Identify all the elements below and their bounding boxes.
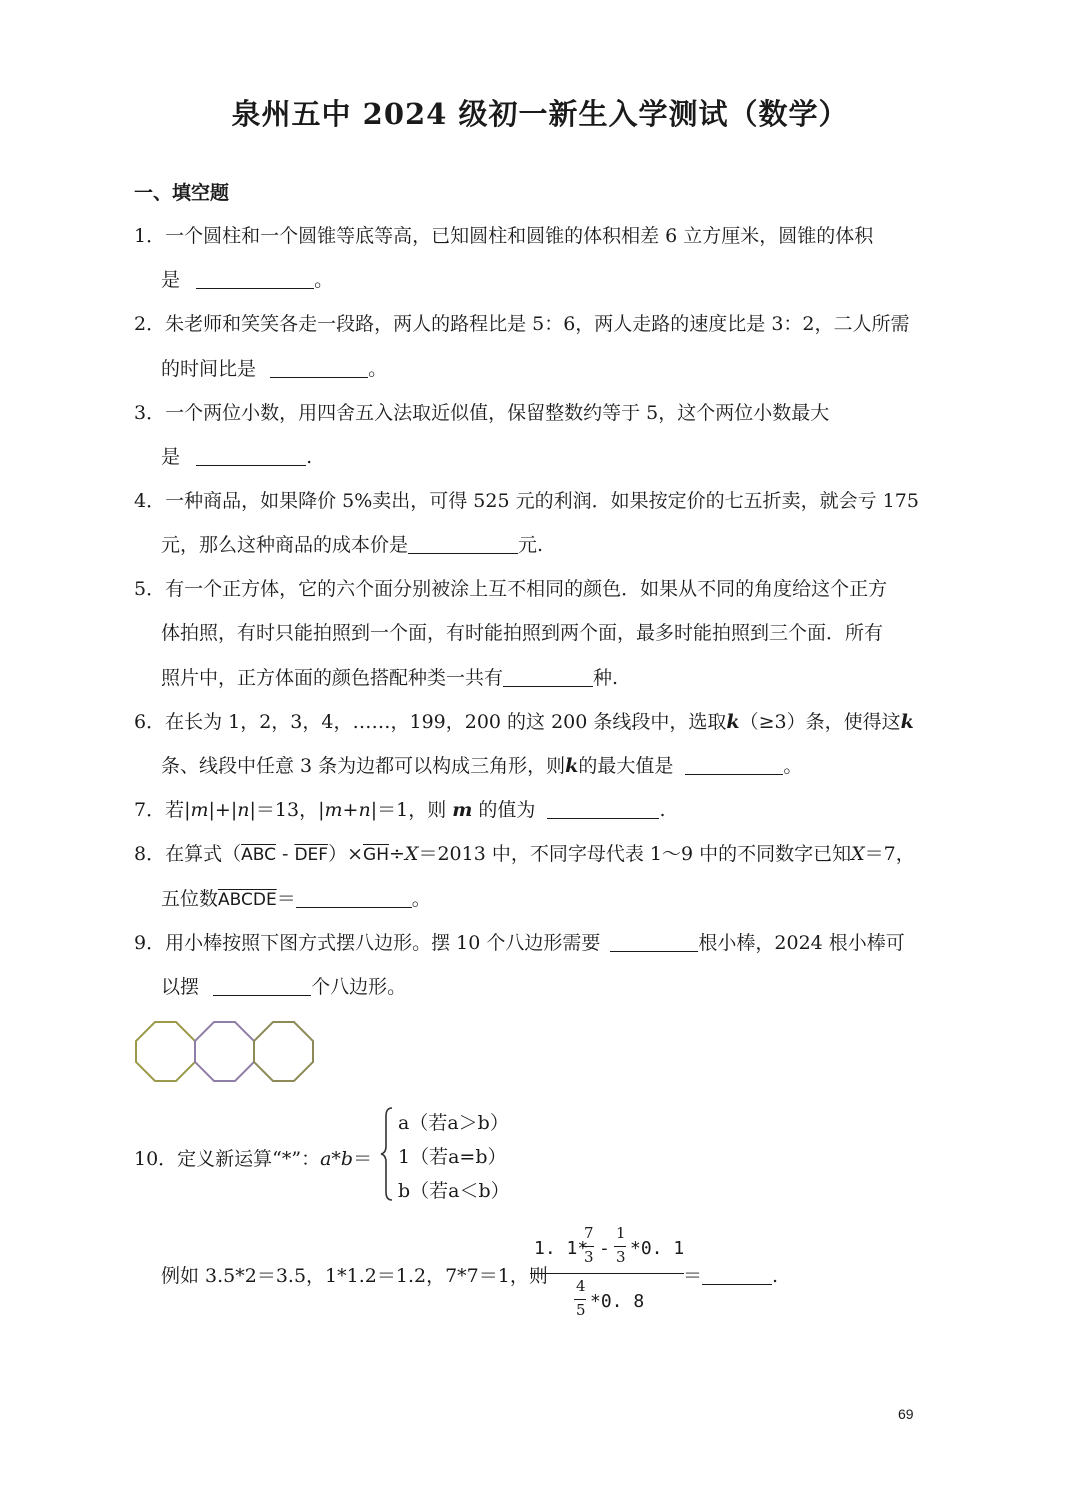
question-7 bbox=[134, 797, 666, 823]
q7-t5: |＝1，则 bbox=[370, 799, 447, 821]
octagon-2 bbox=[195, 1022, 254, 1081]
q8-def: $\overline{DEF}$ bbox=[294, 845, 329, 865]
answer-blank-3[interactable] bbox=[196, 445, 306, 466]
question-2-line-2 bbox=[161, 356, 387, 382]
question-9-line-2 bbox=[161, 974, 406, 1000]
answer-blank-6[interactable] bbox=[685, 754, 783, 775]
num-minus: - bbox=[599, 1238, 610, 1259]
q8-abcde: ABCDE bbox=[218, 890, 277, 910]
q8-t4: ＝2013 中，不同字母代表 1～9 中的不同数字已知 bbox=[418, 843, 852, 865]
question-8-line-2 bbox=[161, 886, 431, 913]
q2-text: 的时间比是 bbox=[161, 358, 257, 380]
q8-t6: 五位数 bbox=[161, 888, 219, 910]
q5-end: 种. bbox=[593, 667, 619, 689]
question-5-line-1: 5．有一个正方体，它的六个面分别被涂上互不相同的颜色．如果从不同的角度给这个正方 bbox=[134, 578, 888, 600]
q7-m-3: m bbox=[452, 799, 473, 821]
question-6-line-2 bbox=[161, 753, 802, 779]
answer-blank-9b[interactable] bbox=[213, 975, 311, 996]
q7-t1: 7．若| bbox=[134, 799, 191, 821]
q8-t2: ）× bbox=[328, 843, 364, 865]
den-5: 5 bbox=[576, 1301, 586, 1319]
q6-text-a: 6．在长为 1，2，3，4，……，199，200 的这 200 条线段中，选取 bbox=[134, 711, 727, 733]
q7-t3: |＝13，| bbox=[249, 799, 325, 821]
q7-n: n bbox=[237, 799, 250, 821]
q2-end: 。 bbox=[368, 358, 388, 380]
q7-m: m bbox=[190, 799, 209, 821]
q6-text-b: （≥3）条，使得这 bbox=[739, 711, 901, 733]
octagon-figure bbox=[134, 1020, 316, 1084]
octagon-1 bbox=[136, 1022, 195, 1081]
fraction-denominator bbox=[562, 1279, 682, 1323]
q4-end: 元. bbox=[518, 534, 544, 556]
num-3a: 3 bbox=[584, 1248, 594, 1266]
q10-case-2: 1（若a=b） bbox=[398, 1146, 507, 1168]
left-brace bbox=[380, 1106, 396, 1202]
q8-t7: ＝ bbox=[276, 888, 296, 910]
q8-abc: $\overline{ABC}$ bbox=[241, 845, 276, 865]
q8-t5: ＝7， bbox=[864, 843, 915, 865]
question-8-line-1 bbox=[134, 841, 915, 868]
q6-var-k-3: k bbox=[565, 755, 579, 777]
num-3b: 3 bbox=[616, 1248, 626, 1266]
q8-t3: ÷ bbox=[388, 843, 405, 865]
num-part-a: 1. 1* bbox=[534, 1238, 589, 1259]
small-bar-3 bbox=[574, 1299, 586, 1300]
page-number: 69 bbox=[898, 1406, 914, 1422]
fraction-numerator bbox=[530, 1224, 690, 1272]
q9-t3: 以摆 bbox=[161, 976, 200, 998]
q10-case-1: a（若a＞b） bbox=[398, 1112, 509, 1134]
q4-text: 元，那么这种商品的成本价是 bbox=[161, 534, 409, 556]
section-heading: 一、填空题 bbox=[134, 182, 230, 204]
num-1: 1 bbox=[616, 1224, 626, 1242]
q6-end: 。 bbox=[783, 755, 803, 777]
q6-var-k: k bbox=[726, 711, 740, 733]
q3-text: 是 bbox=[161, 446, 181, 468]
answer-blank-7[interactable] bbox=[547, 798, 659, 819]
question-5-line-3 bbox=[161, 665, 618, 691]
q5-text: 照片中，正方体面的颜色搭配种类一共有 bbox=[161, 667, 504, 689]
question-9-line-1 bbox=[134, 930, 905, 956]
q8-x: X bbox=[404, 843, 419, 865]
page-title: 泉州五中 2024 级初一新生入学测试（数学） bbox=[231, 97, 849, 131]
q3-end: . bbox=[306, 446, 313, 468]
fraction-bar bbox=[530, 1273, 684, 1274]
q6-var-k-2: k bbox=[900, 711, 914, 733]
small-bar-1 bbox=[582, 1246, 594, 1247]
q10-t1: 10．定义新运算“*”： bbox=[134, 1148, 321, 1170]
q10-example: 例如 3.5*2＝3.5，1*1.2＝1.2，7*7＝1，则 bbox=[161, 1265, 548, 1287]
question-4-line-2 bbox=[161, 532, 543, 558]
q10-case-3: b（若a＜b） bbox=[398, 1180, 510, 1202]
q10-eq: ＝ bbox=[353, 1148, 373, 1170]
q8-end: 。 bbox=[411, 888, 431, 910]
q8-minus: - bbox=[275, 843, 295, 865]
question-1-line-1: 1．一个圆柱和一个圆锥等底等高，已知圆柱和圆锥的体积相差 6 立方厘米，圆锥的体积 bbox=[134, 225, 874, 247]
den-4: 4 bbox=[576, 1277, 586, 1295]
num-part-b: *0. 1 bbox=[630, 1238, 685, 1259]
answer-blank-9a[interactable] bbox=[610, 931, 698, 952]
q8-x-2: X bbox=[851, 843, 865, 865]
q8-t1: 8．在算式（ bbox=[134, 843, 242, 865]
q10-label bbox=[134, 1144, 372, 1171]
q7-n-2: n bbox=[358, 799, 371, 821]
q6-text-d: 的最大值是 bbox=[578, 755, 674, 777]
q1-end: 。 bbox=[314, 269, 334, 291]
q10-tail-eq: ＝ bbox=[683, 1265, 703, 1287]
question-2-line-1: 2．朱老师和笑笑各走一段路，两人的路程比是 5：6，两人走路的速度比是 3：2，二人所需 bbox=[134, 313, 910, 335]
question-6-line-1 bbox=[134, 709, 914, 735]
q8-gh: $\overline{GH}$ bbox=[363, 845, 389, 865]
den-part-b: *0. 8 bbox=[590, 1291, 645, 1312]
q7-t4: + bbox=[342, 799, 359, 821]
q9-t4: 个八边形。 bbox=[311, 976, 407, 998]
q9-t1: 9．用小棒按照下图方式摆八边形。摆 10 个八边形需要 bbox=[134, 932, 601, 954]
answer-blank-4[interactable] bbox=[408, 533, 518, 554]
small-bar-2 bbox=[614, 1246, 626, 1247]
answer-blank-1[interactable] bbox=[196, 268, 314, 289]
question-3-line-2 bbox=[161, 444, 312, 470]
q7-end: . bbox=[659, 799, 666, 821]
q10-ab: a*b bbox=[320, 1148, 354, 1170]
q7-t2: |+| bbox=[208, 799, 238, 821]
question-1-line-2 bbox=[161, 267, 333, 293]
answer-blank-5[interactable] bbox=[503, 666, 593, 687]
octagon-3 bbox=[254, 1022, 313, 1081]
question-3-line-1: 3．一个两位小数，用四舍五入法取近似值，保留整数约等于 5，这个两位小数最大 bbox=[134, 402, 830, 424]
q10-answer bbox=[683, 1263, 778, 1289]
q6-text-c: 条、线段中任意 3 条为边都可以构成三角形，则 bbox=[161, 755, 566, 777]
num-7: 7 bbox=[584, 1224, 594, 1242]
q7-m-2: m bbox=[324, 799, 343, 821]
q7-t6: 的值为 bbox=[478, 799, 536, 821]
q10-tail-dot: . bbox=[772, 1265, 779, 1287]
answer-blank-2[interactable] bbox=[270, 357, 368, 378]
answer-blank-10[interactable] bbox=[702, 1264, 772, 1285]
question-5-line-2: 体拍照，有时只能拍照到一个面，有时能拍照到两个面，最多时能拍照到三个面．所有 bbox=[161, 622, 884, 644]
question-4-line-1: 4．一种商品，如果降价 5%卖出，可得 525 元的利润．如果按定价的七五折卖，就会亏 175 bbox=[134, 490, 919, 512]
q1-text: 是 bbox=[161, 269, 181, 291]
q9-t2: 根小棒，2024 根小棒可 bbox=[698, 932, 905, 954]
answer-blank-8[interactable] bbox=[296, 887, 412, 908]
